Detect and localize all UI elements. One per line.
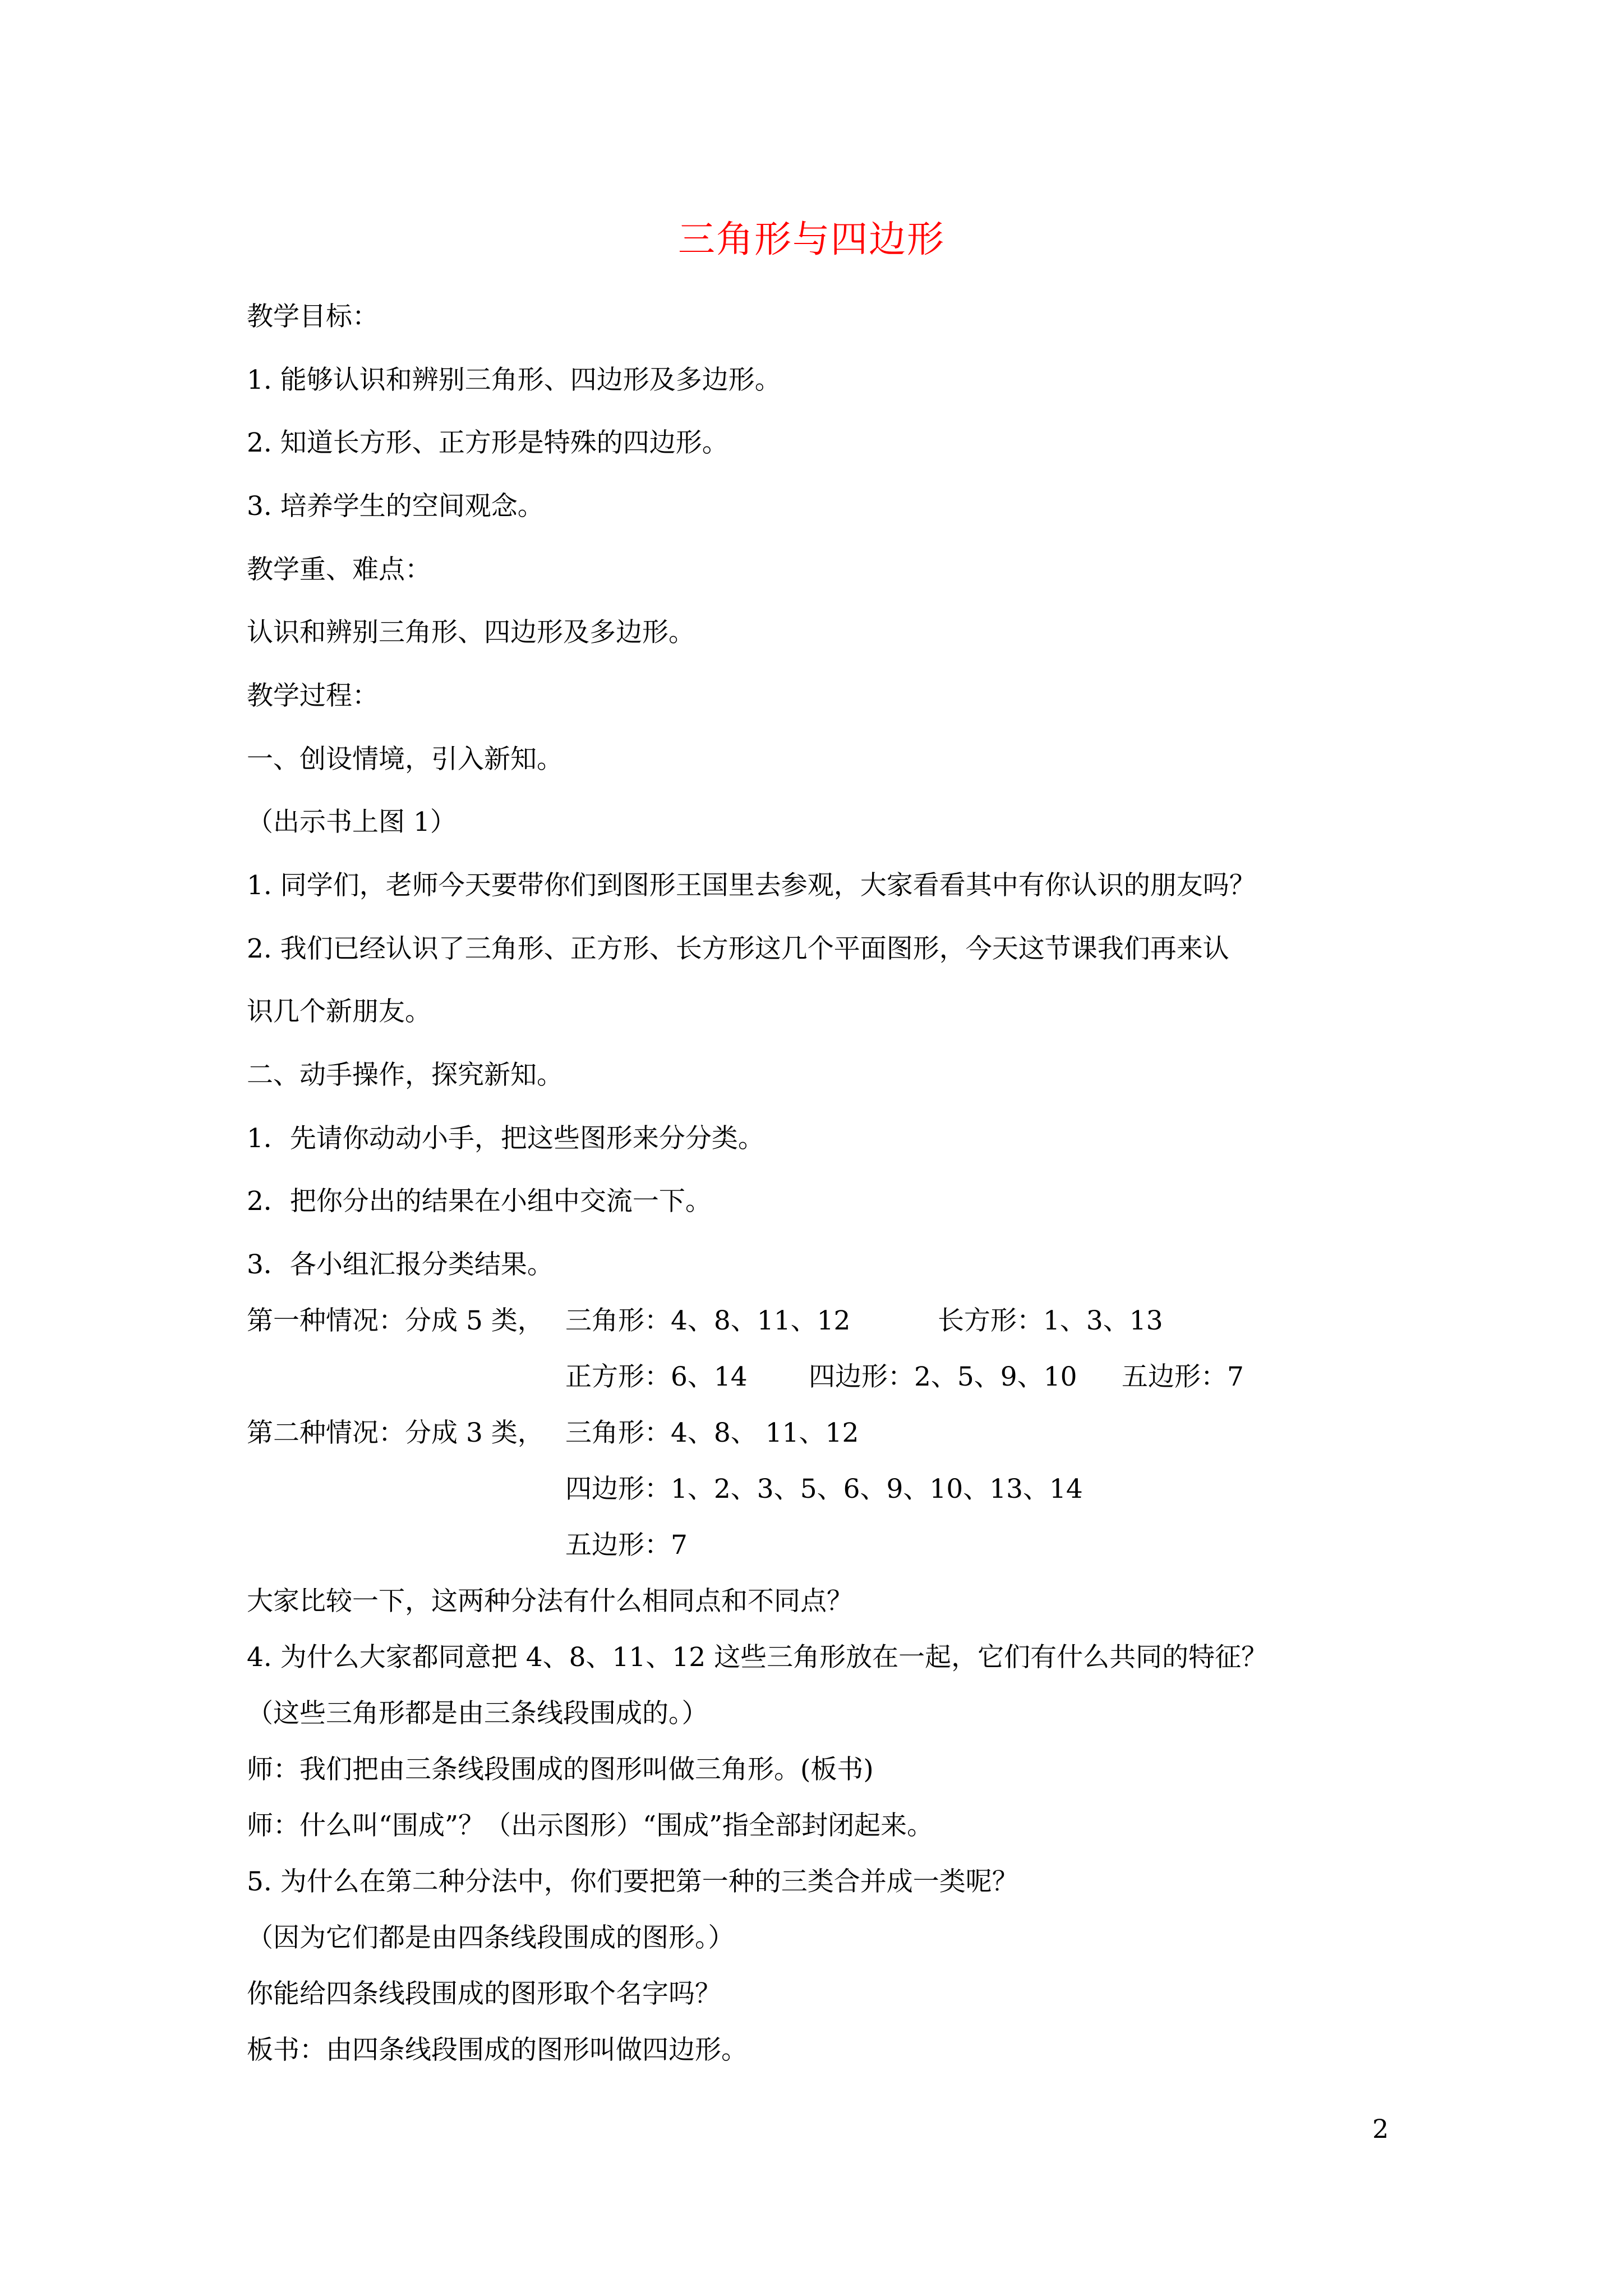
objective-item-1: 1. 能够认识和辨别三角形、四边形及多边形。: [247, 365, 781, 395]
paragraph: 师：我们把由三条线段围成的图形叫做三角形。(板书): [247, 1754, 874, 1785]
objective-item-3: 3. 培养学生的空间观念。: [247, 491, 544, 522]
case2-quadrilateral: 四边形：1、2、3、5、6、9、10、13、14: [565, 1474, 1083, 1504]
case1-pentagon: 五边形：7: [1122, 1361, 1244, 1392]
paragraph: 师：什么叫“围成”？（出示图形）“围成”指全部封闭起来。: [247, 1810, 934, 1841]
section-heading-objectives: 教学目标：: [247, 301, 379, 332]
figure-note: （出示书上图 1）: [247, 807, 457, 838]
objective-item-2: 2. 知道长方形、正方形是特殊的四边形。: [247, 427, 728, 458]
section-heading-process: 教学过程：: [247, 680, 379, 711]
paragraph-continuation: 识几个新朋友。: [247, 996, 431, 1027]
key-points-text: 认识和辨别三角形、四边形及多边形。: [247, 617, 695, 648]
section-heading-key-points: 教学重、难点：: [247, 554, 431, 585]
paragraph: 3．各小组汇报分类结果。: [247, 1249, 554, 1280]
paragraph: 你能给四条线段围成的图形取个名字吗？: [247, 1978, 721, 2009]
paragraph: 1．先请你动动小手，把这些图形来分分类。: [247, 1123, 764, 1154]
paragraph: 大家比较一下，这两种分法有什么相同点和不同点？: [247, 1586, 853, 1617]
case1-quadrilateral: 四边形：2、5、9、10: [809, 1361, 1077, 1392]
paragraph: 4. 为什么大家都同意把 4、8、11、12 这些三角形放在一起，它们有什么共同的特征？: [247, 1642, 1268, 1673]
step-heading-2: 二、动手操作，探究新知。: [247, 1060, 563, 1091]
case2-prefix: 第二种情况：分成 3 类，: [247, 1418, 544, 1448]
document-title: 三角形与四边形: [678, 218, 945, 261]
case1-triangle: 三角形：4、8、11、12: [565, 1305, 851, 1336]
case1-square: 正方形：6、14: [565, 1361, 748, 1392]
step-heading-1: 一、创设情境，引入新知。: [247, 744, 563, 775]
case1-rectangle: 长方形：1、3、13: [938, 1305, 1163, 1336]
paragraph: 5. 为什么在第二种分法中，你们要把第一种的三类合并成一类呢？: [247, 1866, 1018, 1897]
page-number: 2: [1372, 2114, 1389, 2144]
paragraph: （这些三角形都是由三条线段围成的。）: [247, 1698, 708, 1729]
case2-pentagon: 五边形：7: [565, 1530, 688, 1561]
paragraph: 2．把你分出的结果在小组中交流一下。: [247, 1186, 712, 1217]
paragraph: （因为它们都是由四条线段围成的图形。）: [247, 1922, 735, 1953]
paragraph: 板书：由四条线段围成的图形叫做四边形。: [247, 2035, 748, 2065]
paragraph: 2. 我们已经认识了三角形、正方形、长方形这几个平面图形，今天这节课我们再来认: [247, 933, 1229, 964]
paragraph: 1. 同学们，老师今天要带你们到图形王国里去参观，大家看看其中有你认识的朋友吗？: [247, 870, 1256, 901]
case1-prefix: 第一种情况：分成 5 类，: [247, 1305, 544, 1336]
case2-triangle: 三角形：4、8、 11、12: [565, 1418, 859, 1448]
